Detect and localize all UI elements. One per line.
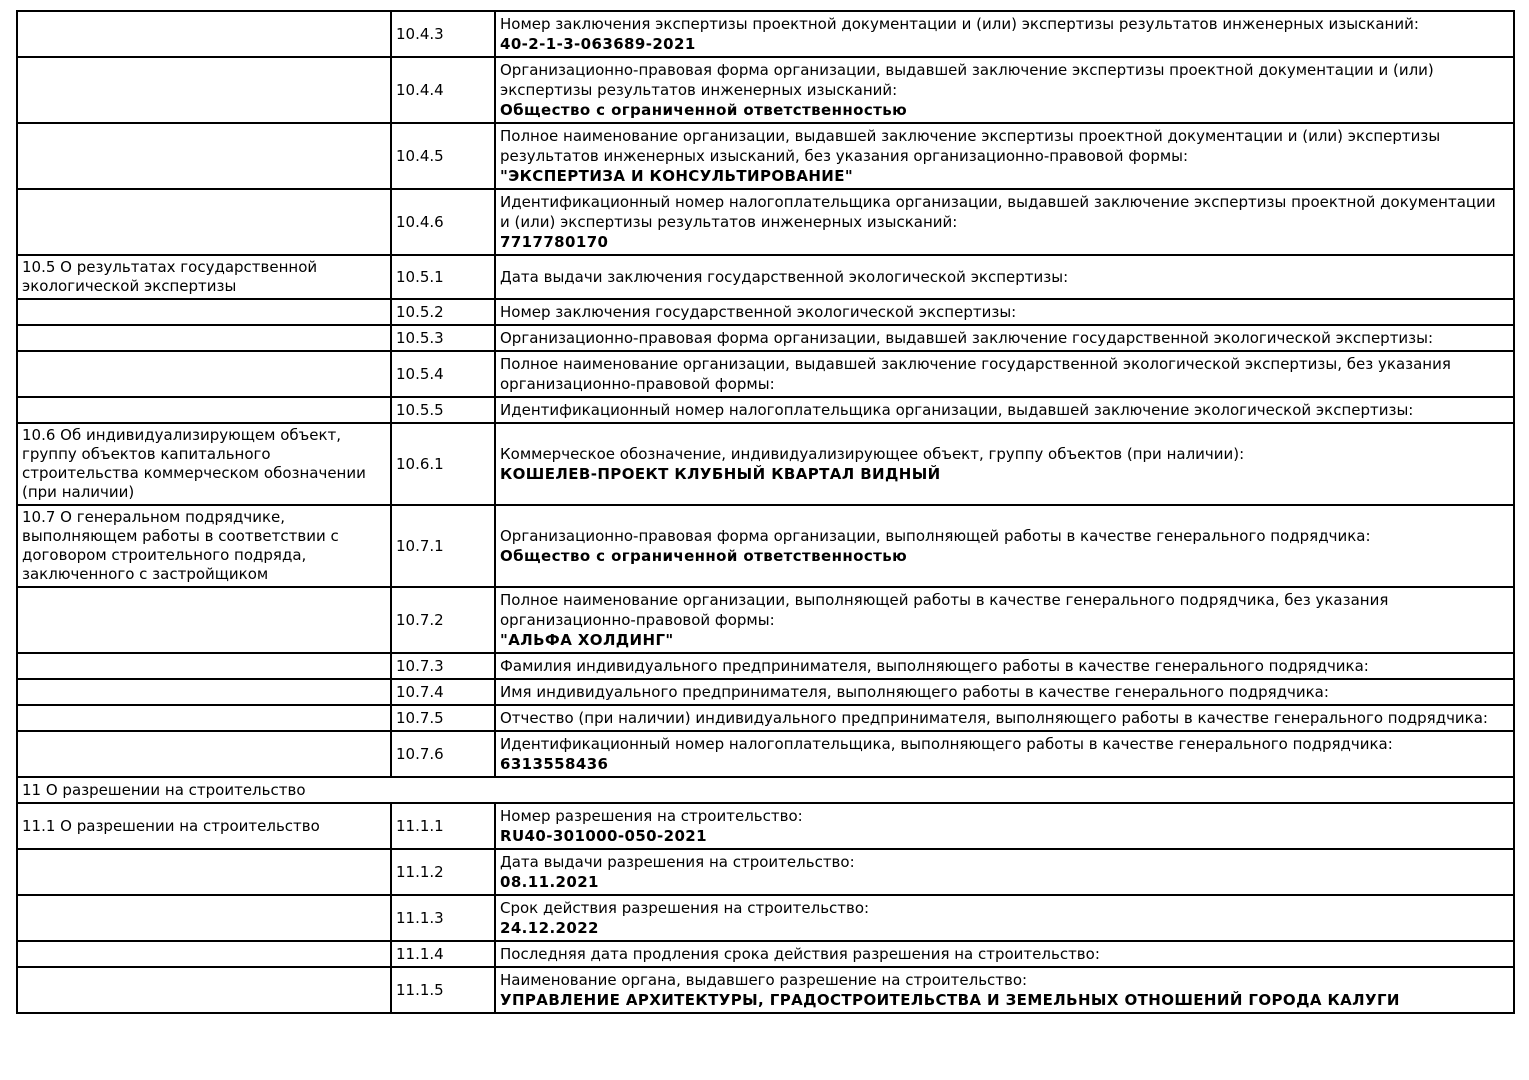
description-cell	[495, 705, 1514, 731]
field-label: Фамилия индивидуального предпринимателя, выполняющего работы в качестве генерального подрядчика:	[500, 657, 1369, 675]
item-number-cell	[391, 967, 495, 1013]
section-cell	[17, 325, 391, 351]
table-row	[17, 705, 1514, 731]
description-cell	[495, 849, 1514, 895]
field-value: RU40-301000-050-2021	[500, 827, 707, 845]
item-number-cell	[391, 11, 495, 57]
item-number-cell	[391, 653, 495, 679]
table-row	[17, 351, 1514, 397]
section-header-cell	[17, 777, 1514, 803]
item-number-cell	[391, 849, 495, 895]
item-number-cell	[391, 941, 495, 967]
section-cell	[17, 57, 391, 123]
section-cell	[17, 653, 391, 679]
section-cell	[17, 189, 391, 255]
table-row	[17, 731, 1514, 777]
item-number: 10.7.3	[396, 656, 444, 675]
field-label: Полное наименование организации, выдавшей заключение государственной экологической экспертизы, без указания организационно-правовой формы:	[500, 355, 1451, 393]
description-cell	[495, 57, 1514, 123]
description-cell	[495, 941, 1514, 967]
description-cell	[495, 679, 1514, 705]
field-label: Идентификационный номер налогоплательщика, выполняющего работы в качестве генерального подрядчика:	[500, 735, 1393, 753]
table-row	[17, 299, 1514, 325]
field-value: "АЛЬФА ХОЛДИНГ"	[500, 631, 674, 649]
table-row	[17, 653, 1514, 679]
section-cell	[17, 299, 391, 325]
field-label: Имя индивидуального предпринимателя, выполняющего работы в качестве генерального подрядчика:	[500, 683, 1329, 701]
section-cell	[17, 849, 391, 895]
description-cell	[495, 895, 1514, 941]
table-row	[17, 11, 1514, 57]
field-label: Идентификационный номер налогоплательщика организации, выдавшей заключение экологической экспертизы:	[500, 401, 1414, 419]
description-cell	[495, 255, 1514, 299]
description-cell	[495, 967, 1514, 1013]
item-number: 10.5.5	[396, 400, 444, 419]
project-declaration-table	[16, 10, 1515, 1014]
item-number-cell	[391, 57, 495, 123]
description-cell	[495, 505, 1514, 587]
field-value: 7717780170	[500, 233, 609, 251]
item-number: 10.4.3	[396, 24, 444, 43]
field-label: Организационно-правовая форма организации, выдавшей заключение государственной экологической экспертизы:	[500, 329, 1434, 347]
field-label: Отчество (при наличии) индивидуального предпринимателя, выполняющего работы в качестве генерального подрядчика:	[500, 709, 1488, 727]
table-row	[17, 967, 1514, 1013]
item-number: 10.5.3	[396, 328, 444, 347]
section-cell	[17, 587, 391, 653]
table-row	[17, 941, 1514, 967]
field-value: 24.12.2022	[500, 919, 599, 937]
section-label: 10.6 Об индивидуализирующем объект, группу объектов капитального строительства коммерческом обозначении (при наличии)	[22, 426, 366, 501]
item-number: 10.7.6	[396, 744, 444, 763]
section-cell	[17, 731, 391, 777]
description-cell	[495, 325, 1514, 351]
field-label: Организационно-правовая форма организации, выдавшей заключение экспертизы проектной документации и (или) экспертизы результатов инженерных изысканий:	[500, 61, 1434, 99]
item-number-cell	[391, 351, 495, 397]
table-row	[17, 423, 1514, 505]
item-number: 10.7.5	[396, 708, 444, 727]
field-value: "ЭКСПЕРТИЗА И КОНСУЛЬТИРОВАНИЕ"	[500, 167, 854, 185]
field-label: Номер заключения государственной экологической экспертизы:	[500, 303, 1017, 321]
description-cell	[495, 189, 1514, 255]
item-number: 10.6.1	[396, 454, 444, 473]
table-row	[17, 679, 1514, 705]
section-header-label: 11 О разрешении на строительство	[22, 781, 306, 799]
field-value: УПРАВЛЕНИЕ АРХИТЕКТУРЫ, ГРАДОСТРОИТЕЛЬСТВА И ЗЕМЕЛЬНЫХ ОТНОШЕНИЙ ГОРОДА КАЛУГИ	[500, 991, 1400, 1009]
item-number: 11.1.4	[396, 944, 444, 963]
table-row	[17, 587, 1514, 653]
field-label: Полное наименование организации, выполняющей работы в качестве генерального подрядчика, без указания организационно-правовой формы:	[500, 591, 1389, 629]
item-number-cell	[391, 803, 495, 849]
section-label: 10.5 О результатах государственной экологической экспертизы	[22, 258, 318, 295]
section-cell	[17, 123, 391, 189]
item-number-cell	[391, 397, 495, 423]
table-row	[17, 397, 1514, 423]
description-cell	[495, 423, 1514, 505]
item-number: 10.5.2	[396, 302, 444, 321]
description-cell	[495, 587, 1514, 653]
table-body	[17, 11, 1514, 1013]
section-label: 10.7 О генеральном подрядчике, выполняющем работы в соответствии с договором строительного подряда, заключенного с застройщиком	[22, 508, 339, 583]
section-cell	[17, 351, 391, 397]
description-cell	[495, 11, 1514, 57]
field-value: 6313558436	[500, 755, 609, 773]
item-number: 10.7.1	[396, 536, 444, 555]
field-label: Дата выдачи разрешения на строительство:	[500, 853, 855, 871]
field-label: Номер разрешения на строительство:	[500, 807, 803, 825]
section-cell	[17, 895, 391, 941]
section-cell	[17, 803, 391, 849]
item-number: 10.5.1	[396, 267, 444, 286]
table-row	[17, 189, 1514, 255]
section-label: 11.1 О разрешении на строительство	[22, 816, 320, 835]
field-value: КОШЕЛЕВ-ПРОЕКТ КЛУБНЫЙ КВАРТАЛ ВИДНЫЙ	[500, 465, 941, 483]
section-cell	[17, 705, 391, 731]
item-number: 11.1.1	[396, 816, 444, 835]
description-cell	[495, 731, 1514, 777]
item-number: 10.7.4	[396, 682, 444, 701]
item-number: 11.1.5	[396, 980, 444, 999]
item-number-cell	[391, 895, 495, 941]
table-row	[17, 123, 1514, 189]
table-row	[17, 57, 1514, 123]
item-number: 10.4.5	[396, 146, 444, 165]
section-header-row	[17, 777, 1514, 803]
field-label: Номер заключения экспертизы проектной документации и (или) экспертизы результатов инженерных изысканий:	[500, 15, 1419, 33]
field-label: Организационно-правовая форма организации, выполняющей работы в качестве генерального подрядчика:	[500, 527, 1371, 545]
table-row	[17, 505, 1514, 587]
item-number-cell	[391, 587, 495, 653]
table-row	[17, 895, 1514, 941]
description-cell	[495, 123, 1514, 189]
item-number-cell	[391, 705, 495, 731]
field-label: Коммерческое обозначение, индивидуализирующее объект, группу объектов (при наличии):	[500, 445, 1245, 463]
item-number: 11.1.3	[396, 908, 444, 927]
field-label: Дата выдачи заключения государственной экологической экспертизы:	[500, 268, 1069, 286]
field-value: Общество с ограниченной ответственностью	[500, 547, 908, 565]
section-cell	[17, 255, 391, 299]
item-number: 10.7.2	[396, 610, 444, 629]
section-cell	[17, 505, 391, 587]
field-value: Общество с ограниченной ответственностью	[500, 101, 908, 119]
field-label: Полное наименование организации, выдавшей заключение экспертизы проектной документации и (или) экспертизы результатов инженерных изысканий, без указания организационно-правовой формы:	[500, 127, 1441, 165]
section-cell	[17, 423, 391, 505]
item-number-cell	[391, 255, 495, 299]
description-cell	[495, 397, 1514, 423]
section-cell	[17, 11, 391, 57]
item-number-cell	[391, 123, 495, 189]
item-number: 10.4.6	[396, 212, 444, 231]
section-cell	[17, 679, 391, 705]
section-cell	[17, 397, 391, 423]
description-cell	[495, 351, 1514, 397]
section-cell	[17, 941, 391, 967]
table-row	[17, 849, 1514, 895]
table-row	[17, 803, 1514, 849]
field-value: 40-2-1-3-063689-2021	[500, 35, 696, 53]
section-cell	[17, 967, 391, 1013]
field-label: Наименование органа, выдавшего разрешение на строительство:	[500, 971, 1028, 989]
item-number-cell	[391, 325, 495, 351]
description-cell	[495, 299, 1514, 325]
item-number-cell	[391, 505, 495, 587]
item-number-cell	[391, 299, 495, 325]
description-cell	[495, 653, 1514, 679]
table-row	[17, 325, 1514, 351]
item-number-cell	[391, 189, 495, 255]
table-row	[17, 255, 1514, 299]
field-label: Последняя дата продления срока действия разрешения на строительство:	[500, 945, 1100, 963]
field-label: Идентификационный номер налогоплательщика организации, выдавшей заключение экспертизы проектной документации и (или) экспертизы результатов инженерных изысканий:	[500, 193, 1496, 231]
item-number-cell	[391, 679, 495, 705]
field-label: Срок действия разрешения на строительство:	[500, 899, 870, 917]
item-number-cell	[391, 423, 495, 505]
item-number: 10.5.4	[396, 364, 444, 383]
item-number: 11.1.2	[396, 862, 444, 881]
item-number-cell	[391, 731, 495, 777]
description-cell	[495, 803, 1514, 849]
field-value: 08.11.2021	[500, 873, 599, 891]
item-number: 10.4.4	[396, 80, 444, 99]
